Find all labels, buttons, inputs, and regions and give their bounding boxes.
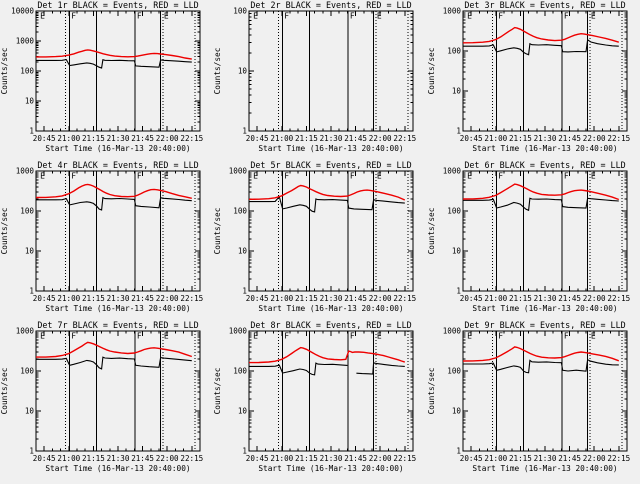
x-tick-label: 20:45	[459, 293, 483, 303]
x-tick-label: 21:00	[270, 133, 294, 143]
y-tick-label: 1000	[229, 166, 248, 176]
flag-label-F: F	[71, 171, 77, 181]
plot-box	[463, 11, 627, 131]
x-axis-title: Start Time (16-Mar-13 20:40:00)	[258, 463, 404, 473]
flag-label-E: E	[377, 11, 383, 21]
panel-title: Det 6r BLACK = Events, RED = LLD	[463, 160, 626, 171]
panel-cell-det-5r	[213, 160, 426, 320]
events-series	[463, 360, 619, 373]
plot-panel-det-8r	[213, 320, 426, 480]
y-tick-label: 1	[456, 446, 461, 456]
y-tick-label: 10	[451, 86, 461, 96]
x-tick-label: 21:30	[533, 293, 557, 303]
flag-label-F: F	[350, 331, 355, 341]
y-tick-label: 1	[29, 446, 34, 456]
x-tick-label: 22:00	[155, 133, 179, 143]
lld-series	[463, 347, 619, 361]
plot-panel-det-6r	[427, 160, 640, 320]
panel-cell-det-9r	[427, 320, 640, 480]
x-tick-label: 21:15	[81, 293, 105, 303]
panel-cell-det-7r	[0, 320, 213, 480]
panel-title: Det 9r BLACK = Events, RED = LLD	[463, 320, 626, 331]
panel-title: Det 7r BLACK = Events, RED = LLD	[37, 320, 199, 331]
lld-series	[463, 184, 619, 199]
y-tick-label: 1	[29, 126, 34, 136]
x-tick-label: 22:15	[393, 293, 417, 303]
y-axis-title: Counts/sec	[426, 47, 436, 95]
x-tick-label: 22:15	[180, 293, 204, 303]
x-tick-label: 21:00	[57, 133, 81, 143]
x-tick-label: 21:00	[57, 293, 81, 303]
y-tick-label: 1	[456, 126, 461, 136]
y-tick-label: 10	[24, 96, 34, 106]
x-tick-label: 21:30	[319, 453, 343, 463]
x-tick-label: 22:15	[393, 453, 417, 463]
y-axis-title: Counts/sec	[213, 47, 223, 95]
x-axis-title: Start Time (16-Mar-13 20:40:00)	[258, 303, 404, 313]
flag-label-E: E	[377, 331, 383, 341]
x-axis-title: Start Time (16-Mar-13 20:40:00)	[45, 143, 191, 153]
flag-label-E: E	[40, 171, 45, 181]
x-tick-label: 21:30	[533, 453, 557, 463]
y-tick-label: 10	[24, 406, 34, 416]
x-tick-label: 22:15	[607, 133, 630, 143]
plot-panel-det-1r	[0, 0, 213, 160]
y-axis-title: Counts/sec	[213, 367, 223, 415]
x-tick-label: 21:00	[57, 453, 81, 463]
y-tick-label: 10	[238, 246, 248, 256]
panel-cell-det-6r	[427, 160, 640, 320]
y-tick-label: 10	[238, 406, 248, 416]
flag-label-E: E	[377, 171, 383, 181]
flag-label-E: E	[466, 331, 472, 341]
y-tick-label: 1	[242, 446, 248, 456]
x-tick-label: 21:15	[295, 293, 319, 303]
x-tick-label: 22:15	[180, 133, 204, 143]
x-tick-label: 22:15	[180, 453, 204, 463]
x-tick-label: 22:00	[582, 453, 606, 463]
x-tick-label: 22:15	[607, 293, 630, 303]
x-tick-label: 20:45	[32, 293, 56, 303]
x-tick-label: 21:45	[557, 133, 581, 143]
y-tick-label: 10	[451, 406, 461, 416]
y-tick-label: 10	[24, 246, 34, 256]
panel-title: Det 1r BLACK = Events, RED = LLD	[37, 0, 199, 11]
y-tick-label: 100	[446, 46, 461, 56]
y-tick-label: 1000	[442, 326, 461, 336]
x-axis-title: Start Time (16-Mar-13 20:40:00)	[472, 143, 618, 153]
flag-label-F: F	[497, 331, 503, 341]
flag-label-E: E	[163, 331, 169, 341]
y-tick-label: 100	[233, 206, 248, 216]
x-tick-label: 21:30	[533, 133, 557, 143]
plot-panel-det-4r	[0, 160, 213, 320]
y-tick-label: 100	[233, 6, 248, 16]
y-tick-label: 10000	[11, 6, 34, 16]
plot-panel-det-3r	[427, 0, 640, 160]
x-tick-label: 20:45	[459, 133, 483, 143]
plot-panel-det-7r	[0, 320, 213, 480]
flag-label-E: E	[40, 331, 45, 341]
panel-title: Det 4r BLACK = Events, RED = LLD	[37, 160, 199, 171]
x-tick-label: 21:30	[319, 133, 343, 143]
y-tick-label: 100	[233, 366, 248, 376]
flag-label-F: F	[497, 171, 503, 181]
flag-label-E: E	[590, 331, 596, 341]
x-tick-label: 21:00	[484, 453, 507, 463]
x-tick-label: 21:30	[106, 133, 130, 143]
panel-cell-det-3r	[427, 0, 640, 160]
x-tick-label: 22:15	[607, 453, 630, 463]
x-axis-title: Start Time (16-Mar-13 20:40:00)	[472, 463, 618, 473]
x-axis-title: Start Time (16-Mar-13 20:40:00)	[45, 463, 191, 473]
flag-label-F: F	[497, 11, 503, 21]
x-tick-label: 21:15	[508, 293, 532, 303]
lld-series	[36, 184, 192, 198]
y-axis-title: Counts/sec	[0, 207, 9, 255]
x-tick-label: 22:15	[393, 133, 417, 143]
y-axis-title: Counts/sec	[0, 47, 9, 95]
y-axis-title: Counts/sec	[426, 367, 436, 415]
flag-label-F: F	[71, 331, 77, 341]
x-tick-label: 21:30	[319, 293, 343, 303]
x-tick-label: 20:45	[246, 133, 269, 143]
x-tick-label: 21:15	[508, 133, 532, 143]
events-series	[36, 357, 192, 369]
flag-label-E: E	[466, 11, 472, 21]
x-tick-label: 20:45	[459, 453, 483, 463]
y-tick-label: 1000	[15, 326, 34, 336]
flag-label-E: E	[253, 171, 259, 181]
x-tick-label: 22:00	[155, 293, 179, 303]
plot-box	[249, 11, 413, 131]
x-tick-label: 20:45	[32, 453, 56, 463]
x-tick-label: 22:00	[369, 293, 392, 303]
x-axis-title: Start Time (16-Mar-13 20:40:00)	[258, 143, 404, 153]
x-tick-label: 22:00	[369, 133, 392, 143]
x-tick-label: 21:45	[131, 453, 155, 463]
x-tick-label: 21:45	[344, 293, 368, 303]
y-tick-label: 10	[238, 66, 248, 76]
x-tick-label: 22:00	[582, 293, 606, 303]
lld-series	[36, 342, 192, 357]
x-tick-label: 21:45	[557, 453, 581, 463]
lld-series	[249, 186, 405, 200]
lld-series	[249, 348, 405, 363]
flag-label-E: E	[40, 11, 45, 21]
panel-title: Det 8r BLACK = Events, RED = LLD	[250, 320, 413, 331]
plot-box	[249, 331, 413, 451]
lld-series	[36, 50, 192, 59]
x-tick-label: 21:00	[484, 133, 507, 143]
x-tick-label: 21:45	[557, 293, 581, 303]
y-tick-label: 1	[29, 286, 34, 296]
panel-cell-det-1r	[0, 0, 213, 160]
flag-label-F: F	[284, 331, 290, 341]
y-tick-label: 100	[20, 66, 34, 76]
flag-label-F: F	[284, 11, 290, 21]
plot-box	[36, 331, 200, 451]
x-tick-label: 21:00	[270, 453, 294, 463]
x-axis-title: Start Time (16-Mar-13 20:40:00)	[472, 303, 618, 313]
x-tick-label: 21:15	[81, 453, 105, 463]
events-series	[249, 363, 347, 375]
x-tick-label: 21:15	[295, 133, 319, 143]
x-tick-label: 20:45	[246, 293, 269, 303]
x-tick-label: 21:45	[344, 133, 368, 143]
flag-label-F: F	[136, 11, 142, 21]
y-tick-label: 1	[242, 286, 248, 296]
x-axis-title: Start Time (16-Mar-13 20:40:00)	[45, 303, 191, 313]
y-tick-label: 1000	[442, 166, 461, 176]
flag-label-E: E	[163, 171, 169, 181]
panel-cell-det-4r	[0, 160, 213, 320]
y-tick-label: 1000	[15, 166, 34, 176]
flag-label-F: F	[350, 171, 355, 181]
x-tick-label: 21:30	[106, 453, 130, 463]
panel-title: Det 5r BLACK = Events, RED = LLD	[250, 160, 413, 171]
y-tick-label: 100	[20, 206, 34, 216]
x-tick-label: 21:45	[131, 293, 155, 303]
plot-box	[249, 171, 413, 291]
x-tick-label: 22:00	[369, 453, 392, 463]
panel-cell-det-8r	[213, 320, 426, 480]
y-tick-label: 1000	[229, 326, 248, 336]
events-series	[463, 198, 619, 210]
flag-label-F: F	[71, 11, 77, 21]
plot-box	[36, 11, 200, 131]
plot-panel-det-9r	[427, 320, 640, 480]
panel-cell-det-2r	[213, 0, 426, 160]
y-tick-label: 1000	[442, 6, 461, 16]
flag-label-E: E	[163, 11, 169, 21]
x-tick-label: 20:45	[32, 133, 56, 143]
y-tick-label: 10	[451, 246, 461, 256]
flag-label-E: E	[253, 11, 259, 21]
flag-label-F: F	[350, 11, 355, 21]
events-series	[36, 60, 192, 68]
plot-box	[463, 171, 627, 291]
y-tick-label: 1	[456, 286, 461, 296]
flag-label-E: E	[590, 11, 596, 21]
y-axis-title: Counts/sec	[213, 207, 223, 255]
x-tick-label: 21:45	[344, 453, 368, 463]
flag-label-E: E	[590, 171, 596, 181]
flag-label-F: F	[563, 11, 569, 21]
x-tick-label: 21:45	[131, 133, 155, 143]
flag-label-E: E	[253, 331, 259, 341]
flag-label-F: F	[284, 171, 290, 181]
plot-panel-det-2r	[213, 0, 426, 160]
flag-label-F: F	[136, 331, 142, 341]
lld-series	[463, 28, 619, 43]
y-tick-label: 100	[20, 366, 34, 376]
flag-label-F: F	[136, 171, 142, 181]
panel-title: Det 3r BLACK = Events, RED = LLD	[463, 0, 626, 11]
events-series	[357, 363, 405, 374]
x-tick-label: 21:30	[106, 293, 130, 303]
events-series	[36, 198, 192, 210]
flag-label-E: E	[466, 171, 472, 181]
plot-box	[36, 171, 200, 291]
x-tick-label: 22:00	[582, 133, 606, 143]
x-tick-label: 22:00	[155, 453, 179, 463]
flag-label-F: F	[563, 171, 569, 181]
y-tick-label: 100	[446, 206, 461, 216]
flag-label-F: F	[563, 331, 569, 341]
y-tick-label: 100	[446, 366, 461, 376]
x-tick-label: 21:00	[484, 293, 507, 303]
x-tick-label: 21:00	[270, 293, 294, 303]
y-axis-title: Counts/sec	[426, 207, 436, 255]
plot-box	[463, 331, 627, 451]
y-tick-label: 1	[242, 126, 248, 136]
x-tick-label: 21:15	[508, 453, 532, 463]
x-tick-label: 21:15	[81, 133, 105, 143]
panel-title: Det 2r BLACK = Events, RED = LLD	[250, 0, 413, 11]
x-tick-label: 20:45	[246, 453, 269, 463]
x-tick-label: 21:15	[295, 453, 319, 463]
y-tick-label: 1000	[15, 36, 34, 46]
y-axis-title: Counts/sec	[0, 367, 9, 415]
plot-panel-det-5r	[213, 160, 426, 320]
events-series	[249, 197, 405, 212]
